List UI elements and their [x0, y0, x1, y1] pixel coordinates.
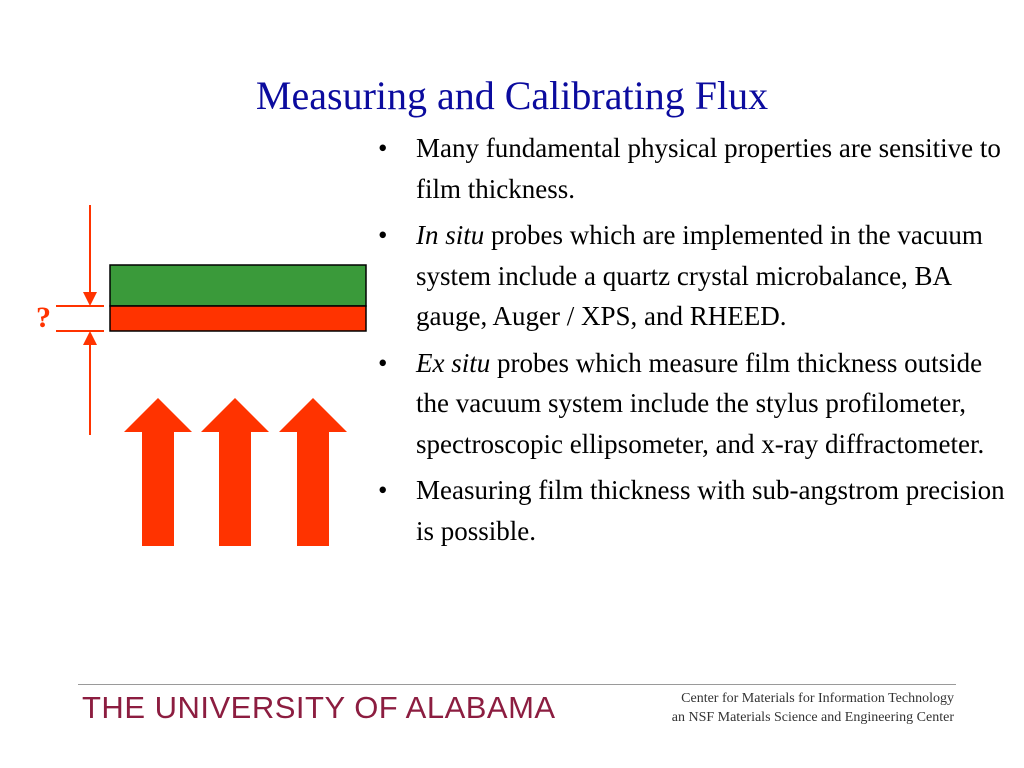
flux-arrow-icon-2: [201, 398, 269, 546]
bullet-text: probes which measure film thickness outside the vacuum system include the stylus profilometer, spectroscopic ellipsometer, and x-ray diffractometer.: [416, 347, 985, 459]
bullet-symbol: •: [378, 133, 388, 163]
bullet-list: [378, 128, 1008, 557]
slide-title: Measuring and Calibrating Flux: [255, 73, 769, 118]
flux-arrow-icon-3: [279, 398, 347, 546]
bullet-symbol: •: [378, 347, 388, 378]
bullet-item-3: [378, 343, 1008, 465]
film-thickness-diagram: [0, 0, 380, 560]
center-subtitle: an NSF Materials Science and Engineering Center: [671, 710, 954, 725]
flux-arrow-icon-1: [124, 398, 192, 546]
down-arrow-head: [83, 292, 97, 306]
bullet-item-4: [378, 470, 1008, 551]
center-name: Center for Materials for Information Technology: [681, 691, 954, 706]
bullet-italic-lead: Ex situ: [416, 347, 491, 378]
red-film-layer: [110, 306, 366, 331]
bullet-text: Measuring film thickness with sub-angstrom precision is possible.: [416, 475, 1005, 546]
bullet-text: Many fundamental physical properties are sensitive to film thickness.: [416, 133, 1001, 204]
university-logo-text: THE UNIVERSITY OF ALABAMA: [82, 690, 556, 725]
bullet-item-1: [378, 128, 1008, 209]
bullet-text: probes which are implemented in the vacuum system include a quartz crystal microbalance, BA gauge, Auger / XPS, and RHEED.: [416, 220, 983, 331]
thickness-question-mark: ?: [36, 301, 51, 334]
footer-divider: [78, 684, 956, 685]
green-film-layer: [110, 265, 366, 306]
up-arrow-head: [83, 331, 97, 345]
center-credit: [672, 689, 954, 727]
bullet-italic-lead: In situ: [416, 220, 485, 250]
bullet-symbol: •: [378, 220, 388, 250]
bullet-item-2: [378, 215, 1008, 337]
bullet-symbol: •: [378, 475, 388, 505]
